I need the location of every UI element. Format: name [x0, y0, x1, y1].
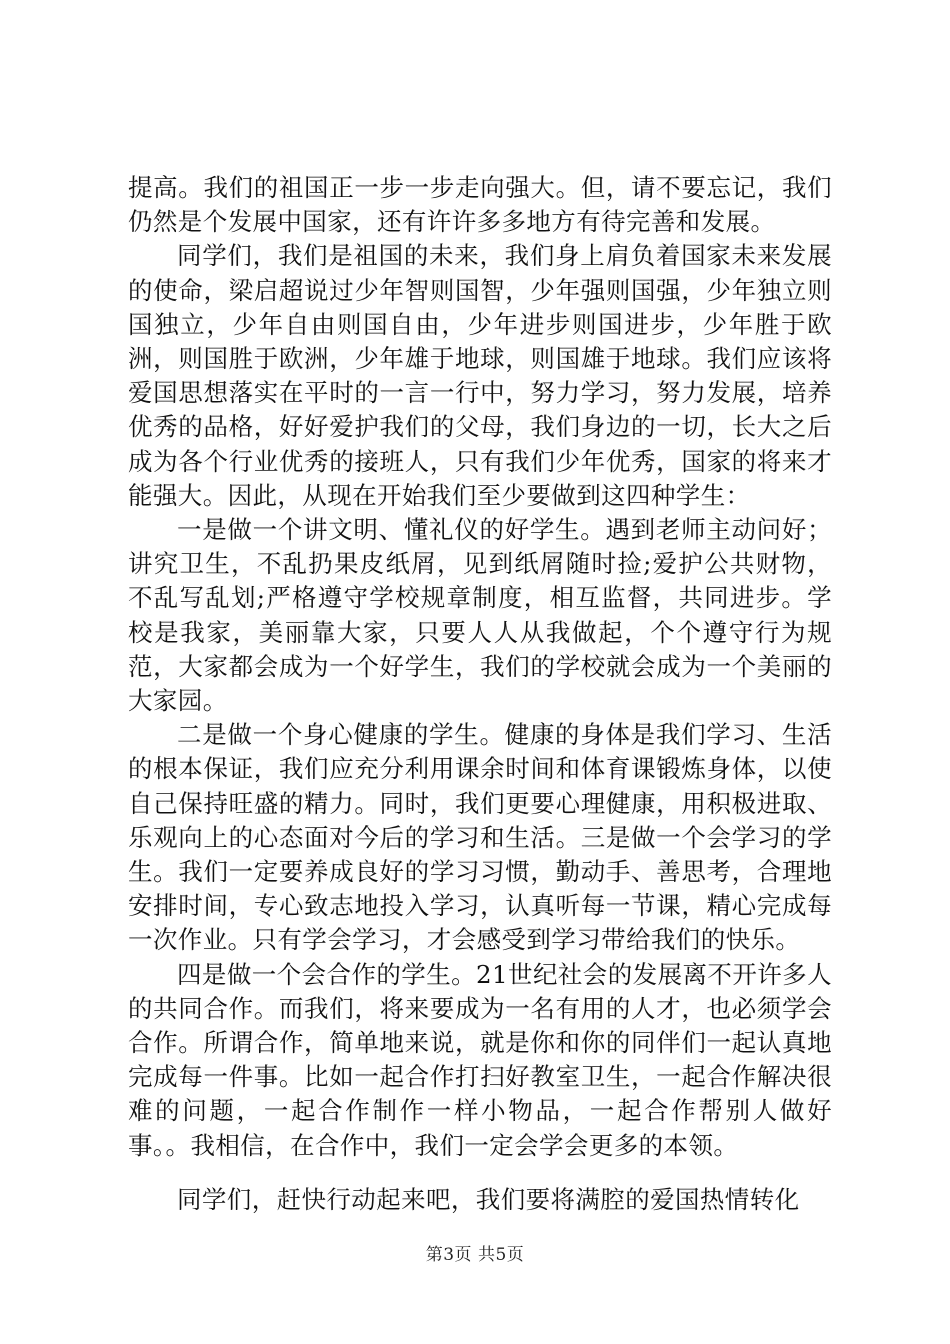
- paragraph-2: 同学们，我们是祖国的未来，我们身上肩负着国家未来发展的使命，梁启超说过少年智则国智，少年强则国强，少年独立则国独立，少年自由则国自由，少年进步则国进步，少年胜于欧洲，则国胜于欧洲，少年雄于地球，则国雄于地球。我们应该将爱国思想落实在平时的一言一行中，努力学习，努力发展，培养优秀的品格，好好爱护我们的父母，我们身边的一切，长大之后成为各个行业优秀的接班人，只有我们少年优秀，国家的将来才能强大。因此，从现在开始我们至少要做到这四种学生：: [128, 241, 832, 510]
- paragraph-3: 一是做一个讲文明、懂礼仪的好学生。遇到老师主动问好；讲究卫生，不乱扔果皮纸屑，见到纸屑随时捡;爱护公共财物，不乱写乱划;严格遵守学校规章制度，相互监督，共同进步。学校是我家，美丽靠大家，只要人人从我做起，个个遵守行为规范，大家都会成为一个好学生，我们的学校就会成为一个美丽的大家园。: [128, 515, 832, 716]
- paragraph-4: 二是做一个身心健康的学生。健康的身体是我们学习、生活的根本保证，我们应充分利用课余时间和体育课锻炼身体，以使自己保持旺盛的精力。同时，我们更要心理健康，用积极进取、乐观向上的心态面对今后的学习和生活。三是做一个会学习的学生。我们一定要养成良好的学习习惯，勤动手、善思考，合理地安排时间，专心致志地投入学习，认真听每一节课，精心完成每一次作业。只有学会学习，才会感受到学习带给我们的快乐。: [128, 720, 832, 955]
- paragraph-6: 同学们，赶快行动起来吧，我们要将满腔的爱国热情转化: [177, 1184, 800, 1214]
- paragraph-1: 提高。我们的祖国正一步一步走向强大。但，请不要忘记，我们仍然是个发展中国家，还有许许多多地方有待完善和发展。: [128, 173, 832, 237]
- paragraph-5: 四是做一个会合作的学生。21世纪社会的发展离不开许多人的共同合作。而我们，将来要成为一名有用的人才，也必须学会合作。所谓合作，简单地来说，就是你和你的同伴们一起认真地完成每一件事。比如一起合作打扫好教室卫生，一起合作解决很难的问题，一起合作制作一样小物品，一起合作帮别人做好事。。我相信，在合作中，我们一定会学会更多的本领。: [128, 959, 832, 1160]
- document-body: [128, 171, 832, 1217]
- page-number-footer: 第3页 共5页: [425, 1245, 525, 1265]
